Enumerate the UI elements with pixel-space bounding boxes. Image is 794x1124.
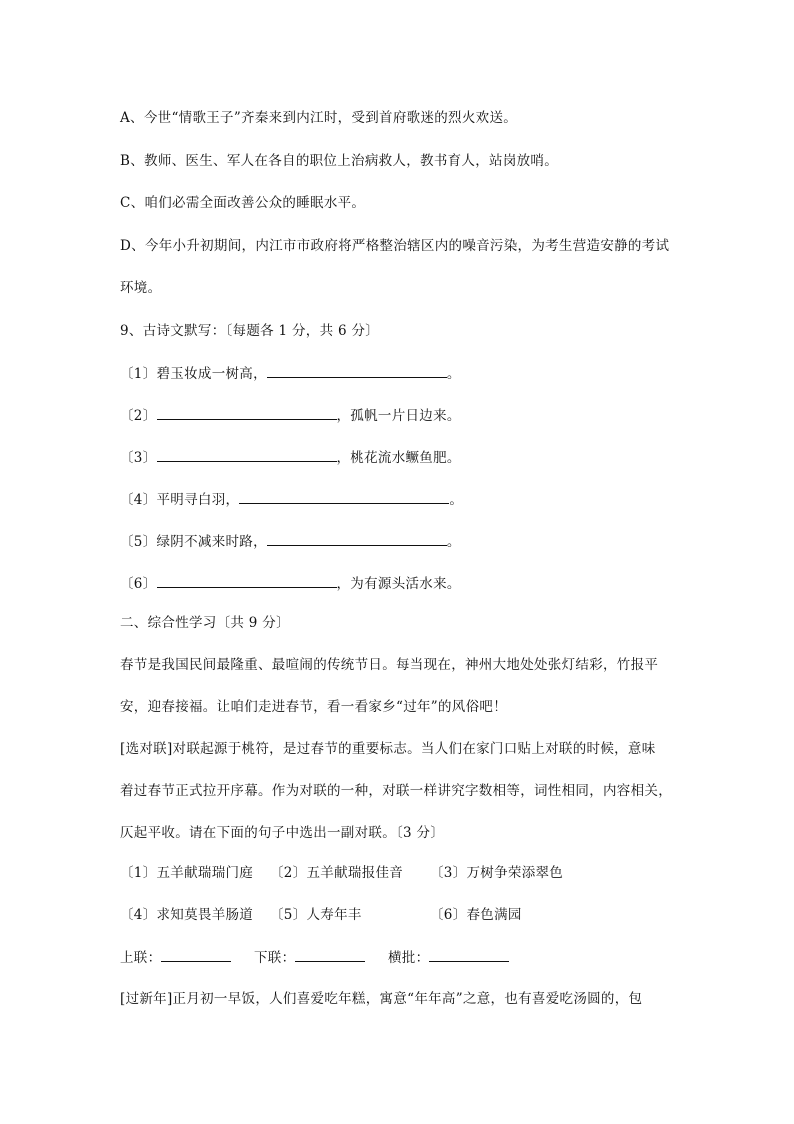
couplet-paragraph-line-2: 着过春节正式拉开序幕。作为对联的一种，对联一样讲究字数相等，词性相同，内容相关， <box>120 783 672 799</box>
answer-blank[interactable] <box>267 364 447 378</box>
poem-item-2 <box>120 406 461 425</box>
answer-blank[interactable] <box>239 490 449 504</box>
upper-couplet-blank[interactable] <box>161 948 231 962</box>
horizontal-scroll-label: 横批： <box>388 950 430 966</box>
couplet-choice-2: 〔2〕五羊献瑞报佳音 <box>270 865 404 881</box>
spring-festival-intro-line-2: 安，迎春接福。让咱们走进春节，看一看家乡“过年”的风俗吧！ <box>120 699 508 715</box>
couplet-choice-1: 〔1〕五羊献瑞瑞门庭 <box>120 865 254 881</box>
item-text-after: ，桃花流水鳜鱼肥。 <box>336 450 461 466</box>
option-d: D、今年小升初期间，内江市市政府将严格整治辖区内的噪音污染，为考生营造安静的考试 <box>120 238 670 254</box>
couplet-choice-3: 〔3〕万树争荣添翠色 <box>430 865 564 881</box>
section-2-title: 二、综合性学习〔共 9 分〕 <box>120 615 290 631</box>
upper-couplet-label: 上联： <box>120 950 162 966</box>
item-text-before: 绿阴不减来时路， <box>156 534 267 550</box>
option-d-continued: 环境。 <box>120 280 162 296</box>
couplet-choice-6: 〔6〕春色满园 <box>430 907 522 923</box>
answer-blank[interactable] <box>157 574 337 588</box>
item-number: 〔5〕 <box>120 534 157 550</box>
new-year-paragraph: [过新年]正月初一早饭，人们喜爱吃年糕，寓意“年年高”之意，也有喜爱吃汤圆的，包 <box>120 991 643 1007</box>
item-text-after: 。 <box>449 492 464 508</box>
item-number: 〔2〕 <box>120 408 157 424</box>
answer-blank[interactable] <box>157 406 337 420</box>
couplet-answer-row <box>120 948 509 967</box>
couplet-paragraph-line-3: 仄起平收。请在下面的句子中选出一副对联。〔3 分〕 <box>120 825 445 841</box>
option-a: A、今世“情歌王子”齐秦来到内江时，受到首府歌迷的烈火欢送。 <box>120 110 518 126</box>
item-text-before: 碧玉妆成一树高， <box>156 366 267 382</box>
couplet-choice-4: 〔4〕求知莫畏羊肠道 <box>120 907 254 923</box>
item-number: 〔4〕 <box>120 492 157 508</box>
answer-blank[interactable] <box>267 532 447 546</box>
couplet-paragraph-line-1: [选对联]对联起源于桃符，是过春节的重要标志。当人们在家门口贴上对联的时候，意味 <box>120 741 656 757</box>
poem-item-6 <box>120 574 461 593</box>
item-text-after: 。 <box>446 366 461 382</box>
item-text-after: ，为有源头活水来。 <box>336 576 461 592</box>
option-c: C、咱们必需全面改善公众的睡眠水平。 <box>120 195 366 211</box>
horizontal-scroll-blank[interactable] <box>429 948 509 962</box>
item-number: 〔1〕 <box>120 366 157 382</box>
item-text-before: 平明寻白羽， <box>156 492 240 508</box>
spring-festival-intro-line-1: 春节是我国民间最隆重、最喧闹的传统节日。每当现在，神州大地处处张灯结彩，竹报平 <box>120 657 659 673</box>
question-9-title: 9、古诗文默写：〔每题各 1 分，共 6 分〕 <box>120 323 380 339</box>
option-b: B、教师、医生、军人在各自的职位上治病救人，教书育人，站岗放哨。 <box>120 153 559 169</box>
poem-item-3 <box>120 448 461 467</box>
couplet-choices-row-1 <box>120 864 563 882</box>
lower-couplet-label: 下联： <box>254 950 296 966</box>
item-text-after: ，孤帆一片日边来。 <box>336 408 461 424</box>
couplet-choices-row-2 <box>120 906 522 924</box>
item-number: 〔3〕 <box>120 450 157 466</box>
poem-item-4 <box>120 490 463 509</box>
item-number: 〔6〕 <box>120 576 157 592</box>
poem-item-1 <box>120 364 461 383</box>
poem-item-5 <box>120 532 461 551</box>
item-text-after: 。 <box>446 534 461 550</box>
lower-couplet-blank[interactable] <box>295 948 365 962</box>
couplet-choice-5: 〔5〕人寿年丰 <box>270 907 362 923</box>
answer-blank[interactable] <box>157 448 337 462</box>
